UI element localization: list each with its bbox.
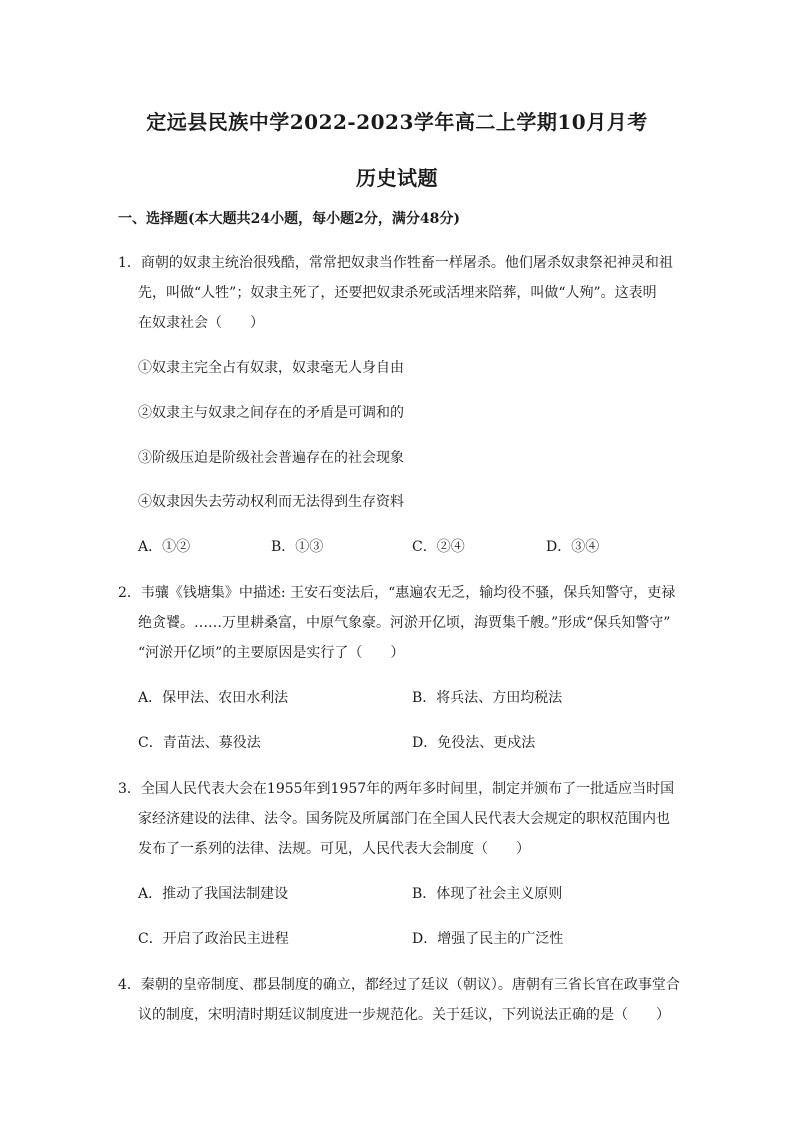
question-3-line: 家经济建设的法律、法令。国务院及所属部门在全国人民代表大会规定的职权范围内也 [138, 811, 670, 827]
question-3-option-d: D．增强了民主的广泛性 [412, 931, 564, 947]
question-1-option-a: A．①② [138, 539, 191, 555]
section-heading: 一、选择题(本大题共24小题，每小题2分，满分48分) [118, 211, 460, 227]
question-2-option-b: B．将兵法、方田均税法 [412, 690, 563, 706]
question-1-option-d: D．③④ [546, 539, 600, 555]
exam-title: 定远县民族中学2022-2023学年高二上学期10月月考 [146, 110, 648, 134]
question-2-option-c: C．青苗法、募役法 [138, 735, 261, 751]
question-1-statement: ③阶级压迫是阶级社会普遍存在的社会现象 [138, 450, 404, 466]
question-3-line: 3．全国人民代表大会在1955年到1957年的两年多时间里，制定并颁布了一批适应当时国 [118, 781, 675, 797]
question-3-option-b: B．体现了社会主义原则 [412, 886, 563, 902]
question-1-option-c: C．②④ [412, 539, 465, 555]
question-2-line: “河淤开亿顷”的主要原因是实行了（ ） [138, 645, 405, 661]
question-1-statement: ①奴隶主完全占有奴隶，奴隶毫无人身自由 [138, 360, 404, 376]
question-3-line: 发布了一系列的法律、法规。可见，人民代表大会制度（ ） [138, 841, 530, 857]
question-2-line: 2．韦骧《钱塘集》中描述: 王安石变法后，“惠遍农无乏，输均役不骚，保兵知警守，吏禄 [118, 585, 676, 601]
question-1-statement: ②奴隶主与奴隶之间存在的矛盾是可调和的 [138, 405, 404, 421]
question-3-option-c: C．开启了政治民主进程 [138, 931, 289, 947]
question-4-line: 4．秦朝的皇帝制度、郡县制度的确立，都经过了廷议（朝议）。唐朝有三省长官在政事堂合 [118, 977, 680, 993]
question-2-option-d: D．免役法、更戍法 [412, 735, 536, 751]
question-1-line: 在奴隶社会（ ） [138, 315, 264, 331]
exam-subject: 历史试题 [356, 166, 438, 190]
question-4-line: 议的制度，宋明清时期廷议制度进一步规范化。关于廷议，下列说法正确的是（ ） [138, 1007, 670, 1023]
question-1-line: 1．商朝的奴隶主统治很残酷，常常把奴隶当作牲畜一样屠杀。他们屠杀奴隶祭祀神灵和祖 [118, 255, 673, 271]
question-1-statement: ④奴隶因失去劳动权利而无法得到生存资料 [138, 494, 404, 510]
question-1-option-b: B．①③ [271, 539, 324, 555]
question-3-option-a: A．推动了我国法制建设 [138, 886, 289, 902]
question-2-option-a: A．保甲法、农田水利法 [138, 690, 289, 706]
question-2-line: 绝贪饕。……万里耕桑富，中原气象豪。河淤开亿顷，海贾集千艘。”形成“保兵知警守” [138, 615, 671, 631]
question-1-line: 先，叫做“人牲”；奴隶主死了，还要把奴隶杀死或活埋来陪葬，叫做“人殉”。这表明 [138, 285, 657, 301]
